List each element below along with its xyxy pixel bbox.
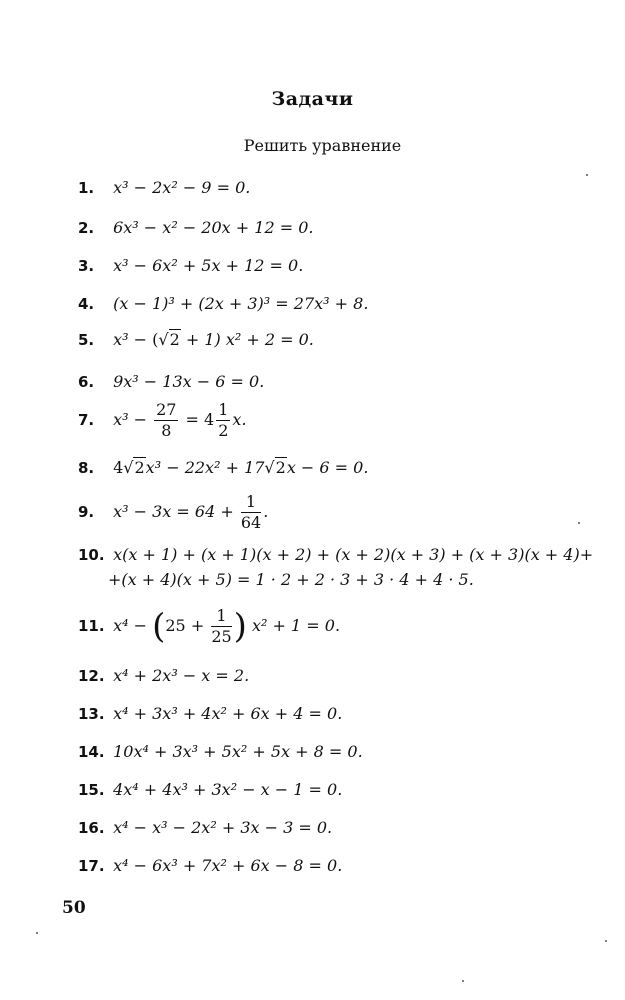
problem-11 bbox=[78, 606, 588, 647]
problem-9 bbox=[78, 492, 588, 533]
problem-number: 16. bbox=[78, 819, 105, 837]
problem-2 bbox=[78, 218, 588, 237]
problem-5 bbox=[78, 330, 588, 349]
problem-equation: x⁴ − (25 + $\frac{1}{25}$ ) x² + 1 = 0. bbox=[113, 606, 341, 647]
problem-number: 12. bbox=[78, 667, 105, 685]
problem-equation: x⁴ + 3x³ + 4x² + 6x + 4 = 0. bbox=[113, 704, 343, 723]
problem-number: 10. bbox=[78, 546, 105, 564]
problem-number: 2. bbox=[78, 219, 95, 237]
problem-number: 11. bbox=[78, 617, 105, 635]
problem-3 bbox=[78, 256, 588, 275]
page-heading: Задачи bbox=[271, 88, 354, 110]
problem-equation: x⁴ + 2x³ − x = 2. bbox=[113, 666, 250, 685]
square-root: √2 bbox=[264, 458, 286, 477]
scan-speck bbox=[462, 980, 464, 982]
equation-part: + 1) x² + 2 = 0. bbox=[180, 330, 314, 349]
problem-1 bbox=[78, 178, 588, 197]
problem-equation: x³ − 2x² − 9 = 0. bbox=[113, 178, 251, 197]
problem-12 bbox=[78, 666, 588, 685]
problem-6 bbox=[78, 372, 588, 391]
fraction: $\frac{27}{8}$ bbox=[156, 400, 177, 440]
problem-number: 7. bbox=[78, 411, 95, 429]
fraction: $\frac{1}{64}$ bbox=[240, 492, 262, 532]
problem-equation: (x − 1)³ + (2x + 3)³ = 27x³ + 8. bbox=[113, 294, 369, 313]
scan-speck bbox=[605, 940, 607, 942]
problem-equation: x³ − 6x² + 5x + 12 = 0. bbox=[113, 256, 304, 275]
fraction: $\frac{1}{2}$ bbox=[218, 400, 229, 440]
problem-number: 8. bbox=[78, 459, 95, 477]
equation-part: x³ − bbox=[113, 330, 153, 349]
problem-number: 13. bbox=[78, 705, 105, 723]
problem-4 bbox=[78, 294, 588, 313]
problem-10 bbox=[78, 545, 594, 564]
page-number: 50 bbox=[62, 898, 86, 918]
problem-number: 5. bbox=[78, 331, 95, 349]
problem-number: 9. bbox=[78, 503, 95, 521]
problem-equation: 9x³ − 13x − 6 = 0. bbox=[113, 372, 265, 391]
problem-13 bbox=[78, 704, 588, 723]
problem-equation: x³ − 3x = 64 + $\frac{1}{64}$ . bbox=[113, 492, 269, 532]
problem-17 bbox=[78, 856, 588, 875]
problem-14 bbox=[78, 742, 588, 761]
square-root: √2 bbox=[158, 330, 180, 349]
scan-speck bbox=[586, 174, 588, 176]
problem-equation: 4√2x³ − 22x² + 17√2x − 6 = 0. bbox=[113, 458, 369, 477]
problem-equation: 4x⁴ + 4x³ + 3x² − x − 1 = 0. bbox=[113, 780, 343, 799]
section-subheading: Решить уравнение bbox=[243, 136, 402, 155]
problem-number: 17. bbox=[78, 857, 105, 875]
problem-15 bbox=[78, 780, 588, 799]
problem-equation: 6x³ − x² − 20x + 12 = 0. bbox=[113, 218, 314, 237]
problem-number: 15. bbox=[78, 781, 105, 799]
problem-equation-line-1: x(x + 1) + (x + 1)(x + 2) + (x + 2)(x + 3) + (x + 3)(x + 4)+ bbox=[113, 545, 594, 564]
problem-number: 14. bbox=[78, 743, 105, 761]
problem-16 bbox=[78, 818, 588, 837]
problem-equation: x³ − $\frac{27}{8}$ = 4 $\frac{1}{2}$ x. bbox=[113, 400, 247, 440]
problem-number: 4. bbox=[78, 295, 95, 313]
square-root: √2 bbox=[123, 458, 145, 477]
problem-equation: x³ − (√2 + 1) x² + 2 = 0. bbox=[113, 330, 314, 349]
problem-equation: x⁴ − 6x³ + 7x² + 6x − 8 = 0. bbox=[113, 856, 343, 875]
problem-number: 6. bbox=[78, 373, 95, 391]
problem-10-continuation: +(x + 4)(x + 5) = 1 · 2 + 2 · 3 + 3 · 4 + 4 · 5. bbox=[108, 570, 474, 589]
scan-speck bbox=[36, 932, 38, 934]
problem-number: 1. bbox=[78, 179, 95, 197]
problem-equation: x⁴ − x³ − 2x² + 3x − 3 = 0. bbox=[113, 818, 333, 837]
problem-8 bbox=[78, 458, 588, 477]
problem-7 bbox=[78, 400, 588, 441]
scan-speck bbox=[578, 522, 580, 524]
fraction: $\frac{1}{25}$ bbox=[211, 606, 232, 646]
problem-equation: 10x⁴ + 3x³ + 5x² + 5x + 8 = 0. bbox=[113, 742, 363, 761]
problem-number: 3. bbox=[78, 257, 95, 275]
